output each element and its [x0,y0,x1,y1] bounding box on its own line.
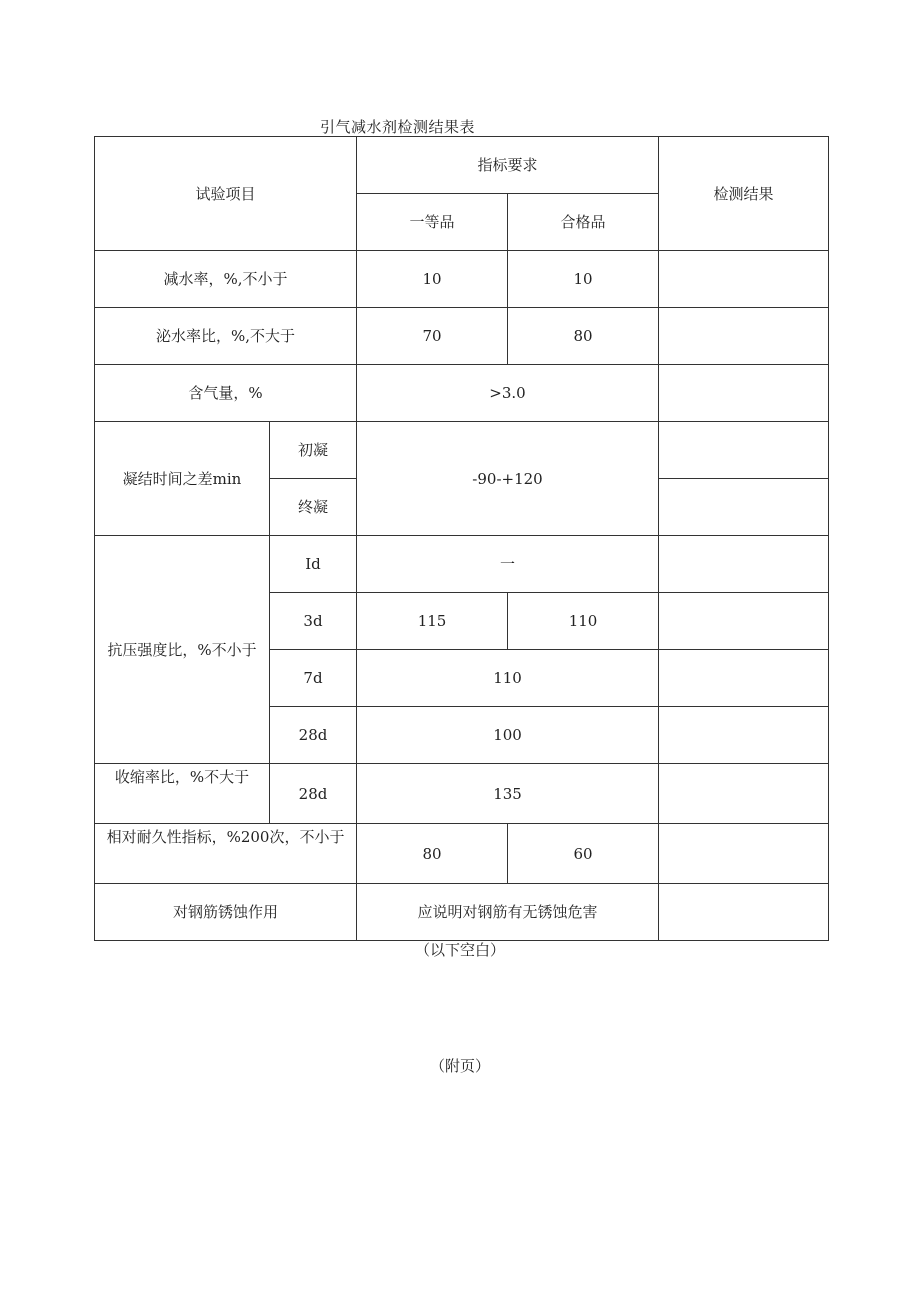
requirement-value: >3.0 [357,365,659,422]
table-title: 引气减水剂检测结果表 [320,118,476,136]
result-cell [659,365,829,422]
table-row [95,884,829,941]
age-label: 7d [270,650,357,707]
header-result: 检测结果 [659,137,829,251]
requirement-value: 一 [357,536,659,593]
row-label: 相对耐久性指标，%200次，不小于 [95,824,357,884]
result-cell [659,593,829,650]
grade1-value: 80 [357,824,508,884]
result-cell [659,650,829,707]
row-label: 凝结时间之差min [95,422,270,536]
blank-below-note: （以下空白） [414,941,505,959]
row-label: 减水率，%,不小于 [95,251,357,308]
table-row [95,536,829,593]
result-table [94,136,829,941]
result-cell [659,884,829,941]
requirement-value: -90-+120 [357,422,659,536]
grade1-value: 10 [357,251,508,308]
result-cell [659,422,829,479]
table-row [95,251,829,308]
requirement-value: 135 [357,764,659,824]
row-label: 收缩率比，%不大于 [95,764,270,824]
grade2-value: 10 [508,251,659,308]
header-test-item: 试验项目 [95,137,357,251]
appendix-note: （附页） [429,1057,490,1075]
result-cell [659,308,829,365]
table-row [95,422,829,479]
age-label: 28d [270,764,357,824]
result-cell [659,824,829,884]
header-requirement: 指标要求 [357,137,659,194]
row-label: 对钢筋锈蚀作用 [95,884,357,941]
sub-label: 初凝 [270,422,357,479]
sub-label: 终凝 [270,479,357,536]
table-row [95,308,829,365]
grade2-value: 80 [508,308,659,365]
result-cell [659,764,829,824]
table-row [95,365,829,422]
age-label: Id [270,536,357,593]
requirement-value: 应说明对钢筋有无锈蚀危害 [357,884,659,941]
grade2-value: 60 [508,824,659,884]
requirement-value: 110 [357,650,659,707]
row-label: 泌水率比，%,不大于 [95,308,357,365]
age-label: 28d [270,707,357,764]
table-row [95,824,829,884]
grade1-value: 70 [357,308,508,365]
header-grade1: 一等品 [357,194,508,251]
result-cell [659,536,829,593]
result-cell [659,707,829,764]
grade1-value: 115 [357,593,508,650]
requirement-value: 100 [357,707,659,764]
table-row [95,764,829,824]
result-cell [659,479,829,536]
row-label: 含气量，% [95,365,357,422]
result-cell [659,251,829,308]
header-grade2: 合格品 [508,194,659,251]
age-label: 3d [270,593,357,650]
row-label: 抗压强度比，%不小于 [95,536,270,764]
grade2-value: 110 [508,593,659,650]
